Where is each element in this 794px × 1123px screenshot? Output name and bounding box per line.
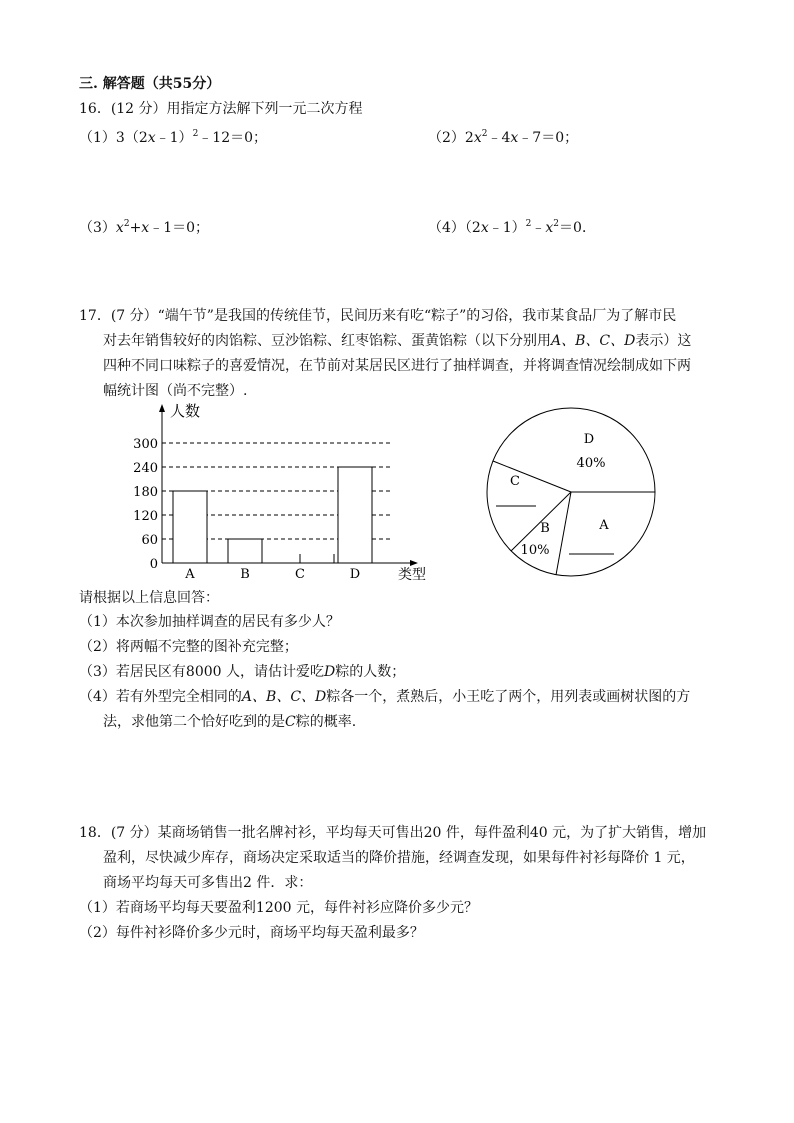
q16-part1: （1）3（2x﹣1）$^2$﹣12＝0； [79,129,268,146]
x-axis-arrow [410,560,418,566]
q16-stem: 16．(12 分）用指定方法解下列一元二次方程 [79,101,363,117]
section-title: 三. 解答题（共55分） [79,76,221,92]
q18-line1: 18．(7 分）某商场销售一批名牌衬衫，平均每天可售出20 件，每件盈利40 元，为了扩大销售，增加 [79,825,707,841]
x-tick-label: C [295,567,305,582]
q16-part4: $(4)(2x﹣1)^2﹣x^2=0$． [428,219,596,236]
q18-line3: 商场平均每天可多售出2 件．求： [103,875,313,891]
x-tick-label: A [185,567,195,582]
q17-prompt: 请根据以上信息回答： [79,590,219,606]
q17-line2: 对去年销售较好的肉馅粽、豆沙馅粽、红枣馅粽、蛋黄馅粽（以下分别用A、B、C、D表示）这 [103,333,692,349]
q17-line4: 幅统计图（尚不完整）. [103,383,248,399]
q16-part2: $(2)2x^2﹣4x﹣7=0$； [428,129,579,146]
x-tick-label: D [349,567,361,582]
pie-label-c: C [510,474,520,489]
y-tick-label: 120 [133,509,158,524]
y-tick-label: 60 [141,533,158,548]
pie-label-b: B [540,521,550,536]
y-tick-label: 180 [133,485,158,500]
q16-part3: $(3)x^2+x﹣1=0$； [79,219,210,236]
q17-sub4-cont: 法，求他第二个恰好吃到的是C粽的概率. [103,714,357,730]
bar-b [228,539,262,563]
q17-sub4: （4）若有外型完全相同的A、B、C、D粽各一个，煮熟后，小王吃了两个，用列表或画树状图的方 [79,689,691,705]
q17-line1: 17．(7 分）“端午节”是我国的传统佳节，民间历来有吃“粽子”的习俗，我市某食品厂为了解市民 [79,308,677,324]
y-tick-label: 300 [133,437,158,452]
q17-sub3: （3）若居民区有8000 人，请估计爱吃D粽的人数； [79,664,406,680]
q18-sub1: （1）若商场平均每天要盈利1200 元，每件衬衫应降价多少元？ [79,900,478,916]
pie-value-d: 40% [576,456,606,471]
bar-chart [120,400,440,585]
y-tick-label: 240 [133,461,158,476]
q18-sub2: （2）每件衬衫降价多少元时，商场平均每天盈利最多？ [79,925,424,941]
x-tick-label: B [240,567,250,582]
y-axis-label: 人数 [170,402,201,420]
q18-line2: 盈利，尽快减少库存，商场决定采取适当的降价措施，经调查发现，如果每件衬衫每降价 1 元， [103,850,695,866]
bar-d [338,467,372,563]
bar-a [173,491,207,563]
pie-divider-2 [493,461,571,492]
y-axis-arrow [159,404,165,412]
pie-value-b: 10% [520,543,550,558]
pie-label-d: D [583,432,595,447]
q17-sub1: （1）本次参加抽样调查的居民有多少人？ [79,614,340,630]
q17-line3: 四种不同口味粽子的喜爱情况，在节前对某居民区进行了抽样调查，并将调查情况绘制成如下两 [103,358,691,374]
x-axis-label: 类型 [398,567,426,583]
pie-chart [480,405,665,585]
q17-sub2: （2）将两幅不完整的图补充完整； [79,639,298,655]
y-tick-label: 0 [149,557,158,572]
pie-label-a: A [599,518,609,533]
